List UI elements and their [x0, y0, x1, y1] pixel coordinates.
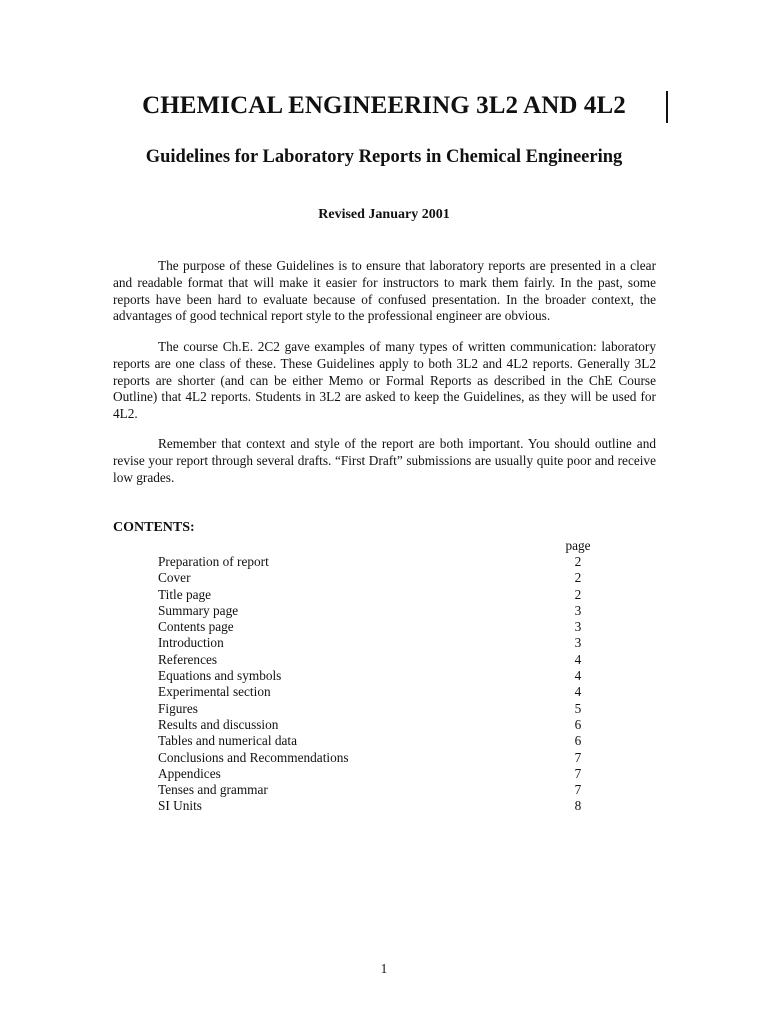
toc-entry: [158, 782, 598, 798]
table-of-contents: [158, 554, 598, 815]
toc-entry-page: 2: [574, 570, 582, 586]
toc-entry-page: 2: [574, 586, 582, 602]
intro-paragraph-purpose: The purpose of these Guidelines is to ensure that laboratory reports are presented in a clear and readable format that will make it easier for instructors to mark them fairly. In the past, some reports have been hard to evaluate because of confused presentation. In the broader context, the advantages of good technical report style to the professional engineer are obvious.: [113, 258, 656, 324]
toc-entry-title: Results and discussion: [158, 716, 279, 732]
toc-entry-page: 4: [574, 651, 582, 667]
toc-entry: [158, 570, 598, 586]
toc-entry: [158, 717, 598, 733]
toc-entry-page: 3: [574, 602, 582, 618]
toc-entry-title: Preparation of report: [158, 554, 269, 569]
toc-entry: [158, 701, 598, 717]
toc-entry-title: References: [158, 651, 218, 667]
toc-entry-title: Cover: [158, 570, 191, 586]
toc-entry-page: 5: [574, 700, 582, 716]
toc-entry-page: 6: [574, 733, 582, 749]
toc-entry: [158, 619, 598, 635]
toc-entry-page: 7: [574, 782, 582, 798]
toc-entry: [158, 635, 598, 651]
toc-entry: [158, 668, 598, 684]
toc-entry: [158, 603, 598, 619]
contents-heading: CONTENTS:: [113, 520, 195, 535]
document-subtitle: Guidelines for Laboratory Reports in Chemical Engineering: [145, 147, 623, 167]
toc-entry: [158, 798, 598, 814]
page-number: 1: [380, 961, 388, 976]
toc-entry: [158, 766, 598, 782]
toc-entry-title: Tenses and grammar: [158, 782, 268, 798]
toc-entry-page: 7: [574, 749, 582, 765]
contents-page-column-header: page: [565, 538, 591, 553]
toc-entry-title: Conclusions and Recommendations: [158, 749, 349, 765]
toc-entry-title: Equations and symbols: [158, 668, 282, 684]
toc-entry-page: 2: [574, 554, 582, 569]
toc-entry-page: 4: [574, 684, 582, 700]
toc-entry: [158, 750, 598, 766]
toc-entry: [158, 684, 598, 700]
revision-date: Revised January 2001: [318, 207, 450, 222]
toc-entry-title: Tables and numerical data: [158, 733, 297, 749]
toc-entry-title: Experimental section: [158, 684, 271, 700]
toc-entry-page: 6: [574, 716, 582, 732]
toc-entry-page: 7: [574, 765, 582, 781]
toc-entry-title: Introduction: [158, 635, 224, 651]
toc-entry-page: 8: [574, 798, 582, 814]
toc-entry-page: 3: [574, 635, 582, 651]
toc-entry: [158, 587, 598, 603]
toc-entry-page: 3: [574, 619, 582, 635]
toc-entry-title: Appendices: [158, 765, 221, 781]
toc-entry-title: Figures: [158, 700, 198, 716]
toc-entry: [158, 554, 598, 570]
toc-entry-title: SI Units: [158, 798, 202, 814]
document-title: CHEMICAL ENGINEERING 3L2 AND 4L2: [142, 92, 626, 119]
intro-paragraph-style: Remember that context and style of the report are both important. You should outline and revise your report through several drafts. “First Draft” submissions are usually quite poor and receive low grades.: [113, 436, 656, 485]
toc-entry-title: Title page: [158, 586, 212, 602]
toc-entry: [158, 652, 598, 668]
toc-entry-title: Contents page: [158, 619, 234, 635]
toc-entry: [158, 733, 598, 749]
toc-entry-title: Summary page: [158, 602, 239, 618]
toc-entry-page: 4: [574, 668, 582, 684]
intro-paragraph-course: The course Ch.E. 2C2 gave examples of many types of written communication: laboratory reports are one class of these. These Guidelines apply to both 3L2 and 4L2 reports. Generally 3L2 reports are shorter (and can be either Memo or Formal Reports as described in the ChE Course Outline) that 4L2 reports. Students in 3L2 are asked to keep the Guidelines, as they will be used for 4L2.: [113, 339, 656, 422]
